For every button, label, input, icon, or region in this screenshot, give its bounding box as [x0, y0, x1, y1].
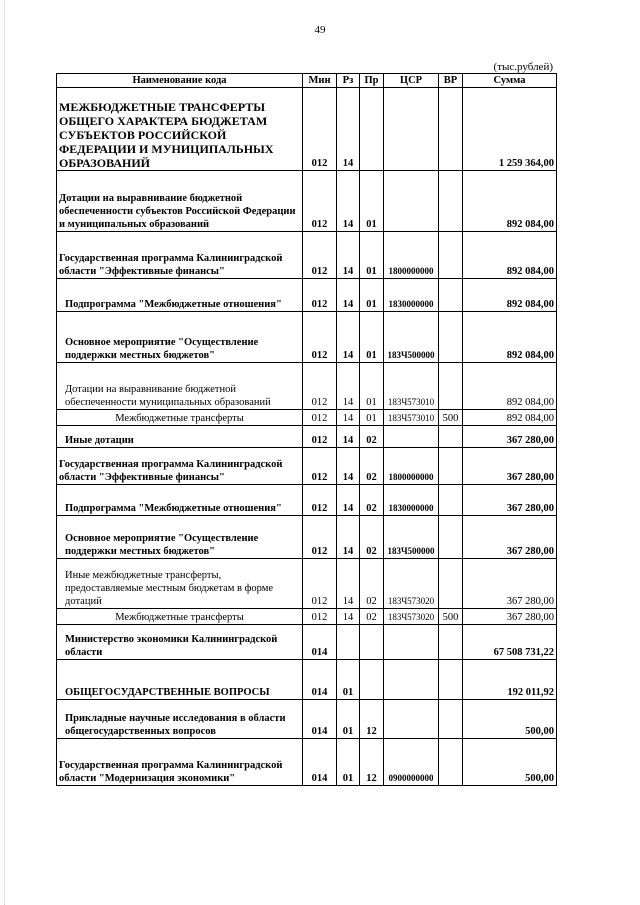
row-vr — [439, 700, 463, 739]
row-rz: 14 — [337, 279, 360, 312]
row-name: Государственная программа Калининградской области "Эффективные финансы" — [57, 232, 303, 279]
row-csr — [384, 426, 439, 448]
row-name: Основное мероприятие "Осуществление поддержки местных бюджетов" — [57, 516, 303, 559]
header-csr: ЦСР — [384, 74, 439, 88]
row-name: МЕЖБЮДЖЕТНЫЕ ТРАНСФЕРТЫ ОБЩЕГО ХАРАКТЕРА БЮДЖЕТАМ СУБЪЕКТОВ РОССИЙСКОЙ ФЕДЕРАЦИИ И МУНИЦИПАЛЬНЫХ ОБРАЗОВАНИЙ — [57, 88, 303, 171]
table-row — [57, 700, 557, 739]
row-min: 012 — [303, 232, 337, 279]
row-min: 014 — [303, 660, 337, 700]
row-min: 012 — [303, 426, 337, 448]
row-rz: 14 — [337, 312, 360, 363]
row-csr — [384, 625, 439, 660]
row-vr — [439, 448, 463, 485]
row-vr — [439, 88, 463, 171]
row-csr: 1800000000 — [384, 232, 439, 279]
row-sum: 192 011,92 — [463, 660, 557, 700]
header-pr: Пр — [360, 74, 384, 88]
row-sum: 892 084,00 — [463, 410, 557, 426]
row-csr: 1800000000 — [384, 448, 439, 485]
row-vr — [439, 485, 463, 516]
row-sum: 1 259 364,00 — [463, 88, 557, 171]
row-pr — [360, 88, 384, 171]
scan-margin-marks — [4, 0, 7, 905]
table-row — [57, 312, 557, 363]
row-name: Основное мероприятие "Осуществление поддержки местных бюджетов" — [57, 312, 303, 363]
table-row — [57, 410, 557, 426]
row-vr — [439, 426, 463, 448]
row-sum: 892 084,00 — [463, 363, 557, 410]
table-row — [57, 660, 557, 700]
row-pr: 01 — [360, 232, 384, 279]
row-csr: 183Ч573010 — [384, 410, 439, 426]
row-rz: 14 — [337, 609, 360, 625]
header-min: Мин — [303, 74, 337, 88]
row-name: Прикладные научные исследования в области общегосударственных вопросов — [57, 700, 303, 739]
table-row — [57, 363, 557, 410]
row-vr — [439, 232, 463, 279]
row-rz: 14 — [337, 88, 360, 171]
table-row — [57, 448, 557, 485]
row-csr — [384, 700, 439, 739]
row-pr: 12 — [360, 700, 384, 739]
row-csr: 1830000000 — [384, 485, 439, 516]
row-vr — [439, 739, 463, 786]
row-pr: 02 — [360, 485, 384, 516]
row-vr — [439, 559, 463, 609]
row-csr: 183Ч500000 — [384, 516, 439, 559]
row-min: 012 — [303, 171, 337, 232]
row-csr — [384, 88, 439, 171]
row-min: 012 — [303, 88, 337, 171]
row-name: ОБЩЕГОСУДАРСТВЕННЫЕ ВОПРОСЫ — [57, 660, 303, 700]
row-rz: 01 — [337, 660, 360, 700]
row-sum: 367 280,00 — [463, 609, 557, 625]
row-vr: 500 — [439, 609, 463, 625]
row-vr — [439, 625, 463, 660]
page-number: 49 — [314, 24, 326, 36]
row-vr — [439, 279, 463, 312]
row-csr: 183Ч500000 — [384, 312, 439, 363]
row-min: 012 — [303, 448, 337, 485]
row-rz: 14 — [337, 516, 360, 559]
row-csr: 183Ч573020 — [384, 559, 439, 609]
row-pr: 02 — [360, 448, 384, 485]
row-rz: 14 — [337, 485, 360, 516]
row-pr: 01 — [360, 363, 384, 410]
table-row — [57, 559, 557, 609]
row-pr: 02 — [360, 559, 384, 609]
row-vr: 500 — [439, 410, 463, 426]
row-sum: 67 508 731,22 — [463, 625, 557, 660]
row-name: Межбюджетные трансферты — [57, 609, 303, 625]
table-row — [57, 516, 557, 559]
row-csr: 183Ч573010 — [384, 363, 439, 410]
table-row — [57, 625, 557, 660]
row-sum: 367 280,00 — [463, 485, 557, 516]
row-csr: 183Ч573020 — [384, 609, 439, 625]
row-rz: 14 — [337, 559, 360, 609]
row-min: 012 — [303, 485, 337, 516]
row-vr — [439, 660, 463, 700]
row-csr — [384, 660, 439, 700]
row-pr — [360, 660, 384, 700]
row-name: Подпрограмма "Межбюджетные отношения" — [57, 279, 303, 312]
header-vr: ВР — [439, 74, 463, 88]
row-csr: 0900000000 — [384, 739, 439, 786]
table-row — [57, 739, 557, 786]
row-rz: 14 — [337, 448, 360, 485]
row-vr — [439, 171, 463, 232]
row-vr — [439, 516, 463, 559]
row-min: 012 — [303, 410, 337, 426]
row-min: 012 — [303, 279, 337, 312]
header-rz: Рз — [337, 74, 360, 88]
row-min: 014 — [303, 625, 337, 660]
row-name: Иные дотации — [57, 426, 303, 448]
row-sum: 892 084,00 — [463, 232, 557, 279]
row-min: 014 — [303, 739, 337, 786]
header-name: Наименование кода — [57, 74, 303, 88]
row-min: 012 — [303, 363, 337, 410]
row-vr — [439, 363, 463, 410]
row-pr: 12 — [360, 739, 384, 786]
row-name: Иные межбюджетные трансферты, предоставляемые местным бюджетам в форме дотаций — [57, 559, 303, 609]
row-pr: 01 — [360, 279, 384, 312]
row-min: 012 — [303, 559, 337, 609]
row-sum: 367 280,00 — [463, 448, 557, 485]
row-min: 012 — [303, 312, 337, 363]
row-name: Дотации на выравнивание бюджетной обеспеченности субъектов Российской Федерации и муниципальных образований — [57, 171, 303, 232]
row-pr — [360, 625, 384, 660]
units-label: (тыс.рублей) — [493, 61, 553, 73]
row-min: 012 — [303, 609, 337, 625]
row-sum: 367 280,00 — [463, 516, 557, 559]
row-name: Подпрограмма "Межбюджетные отношения" — [57, 485, 303, 516]
row-rz: 14 — [337, 232, 360, 279]
row-pr: 01 — [360, 410, 384, 426]
row-min: 014 — [303, 700, 337, 739]
row-rz: 14 — [337, 410, 360, 426]
row-sum: 892 084,00 — [463, 279, 557, 312]
table-row — [57, 279, 557, 312]
row-rz: 01 — [337, 700, 360, 739]
row-pr: 01 — [360, 171, 384, 232]
table-row — [57, 88, 557, 171]
row-sum: 500,00 — [463, 700, 557, 739]
row-name: Государственная программа Калининградской области "Модернизация экономики" — [57, 739, 303, 786]
budget-table — [56, 73, 557, 786]
row-sum: 892 084,00 — [463, 171, 557, 232]
row-pr: 01 — [360, 312, 384, 363]
table-header-row — [57, 74, 557, 88]
table-row — [57, 232, 557, 279]
row-rz: 14 — [337, 171, 360, 232]
row-name: Государственная программа Калининградской области "Эффективные финансы" — [57, 448, 303, 485]
table-row — [57, 485, 557, 516]
row-pr: 02 — [360, 516, 384, 559]
row-csr: 1830000000 — [384, 279, 439, 312]
row-name: Дотации на выравнивание бюджетной обеспеченности муниципальных образований — [57, 363, 303, 410]
row-csr — [384, 171, 439, 232]
header-sum: Сумма — [463, 74, 557, 88]
row-rz: 14 — [337, 363, 360, 410]
row-vr — [439, 312, 463, 363]
row-sum: 367 280,00 — [463, 426, 557, 448]
table-row — [57, 171, 557, 232]
row-pr: 02 — [360, 426, 384, 448]
row-sum: 892 084,00 — [463, 312, 557, 363]
table-row — [57, 426, 557, 448]
row-sum: 367 280,00 — [463, 559, 557, 609]
row-sum: 500,00 — [463, 739, 557, 786]
row-rz — [337, 625, 360, 660]
row-name: Министерство экономики Калининградской области — [57, 625, 303, 660]
table-row — [57, 609, 557, 625]
row-name: Межбюджетные трансферты — [57, 410, 303, 426]
row-pr: 02 — [360, 609, 384, 625]
row-min: 012 — [303, 516, 337, 559]
row-rz: 01 — [337, 739, 360, 786]
row-rz: 14 — [337, 426, 360, 448]
